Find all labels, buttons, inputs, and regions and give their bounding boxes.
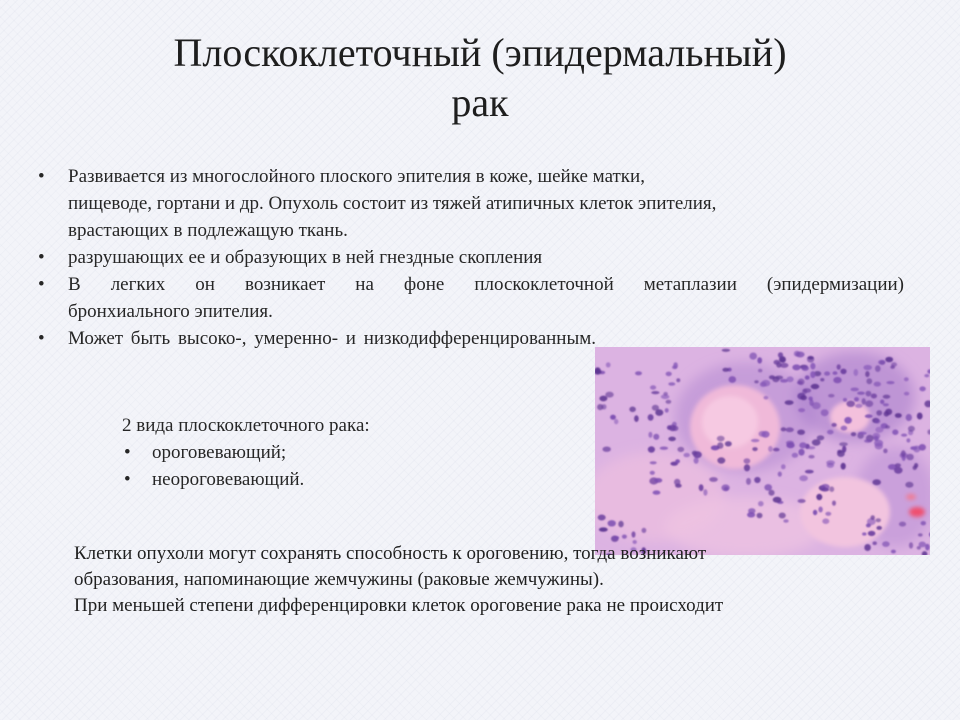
- bullet-line: врастающих в подлежащую ткань.: [68, 220, 348, 241]
- slide-title: [0, 28, 960, 128]
- types-item-label: неороговевающий.: [152, 469, 305, 490]
- note-line: При меньшей степени дифференцировки клеток ороговение рака не происходит: [74, 595, 724, 616]
- bullet-item-nests: [38, 244, 908, 271]
- bullet-line: разрушающих ее и образующих в ней гнездные скопления: [68, 247, 543, 268]
- note-line: Клетки опухоли могут сохранять способность к ороговению, тогда возникают: [74, 543, 707, 564]
- slide-title-line-2: рак: [451, 80, 509, 125]
- bullet-item-lungs: [38, 271, 908, 325]
- bullet-dot: •: [124, 442, 131, 463]
- histology-micrograph: [595, 347, 930, 555]
- bullet-line: бронхиального эпителия.: [68, 301, 273, 322]
- types-list: [122, 412, 370, 493]
- histology-micrograph-icon: [595, 347, 930, 555]
- bullet-dot: •: [38, 328, 45, 349]
- bullet-item-origin: [38, 163, 908, 244]
- types-heading: 2 вида плоскоклеточного рака:: [122, 415, 370, 436]
- types-item-keratinizing: [122, 439, 370, 466]
- types-item-label: ороговевающий;: [152, 442, 287, 463]
- bullet-line: В легких он возникает на фоне плоскоклеточной метаплазии (эпидермизации): [68, 274, 904, 295]
- bullet-list: [38, 163, 908, 352]
- bullet-dot: •: [38, 247, 45, 268]
- bullet-line: Может быть высоко-, умеренно- и низкодифференцированным.: [68, 328, 596, 349]
- keratin-pearls-note: [74, 541, 934, 619]
- bullet-dot: •: [38, 166, 45, 187]
- bullet-line: пищеводе, гортани и др. Опухоль состоит из тяжей атипичных клеток эпителия,: [68, 193, 717, 214]
- bullet-dot: •: [124, 469, 131, 490]
- bullet-item-differentiation: [38, 325, 908, 352]
- note-line: образования, напоминающие жемчужины (раковые жемчужины).: [74, 569, 604, 590]
- bullet-dot: •: [38, 274, 45, 295]
- slide-title-line-1: Плоскоклеточный (эпидермальный): [173, 30, 787, 75]
- types-item-nonkeratinizing: [122, 466, 370, 493]
- bullet-line: Развивается из многослойного плоского эпителия в коже, шейке матки,: [68, 166, 645, 187]
